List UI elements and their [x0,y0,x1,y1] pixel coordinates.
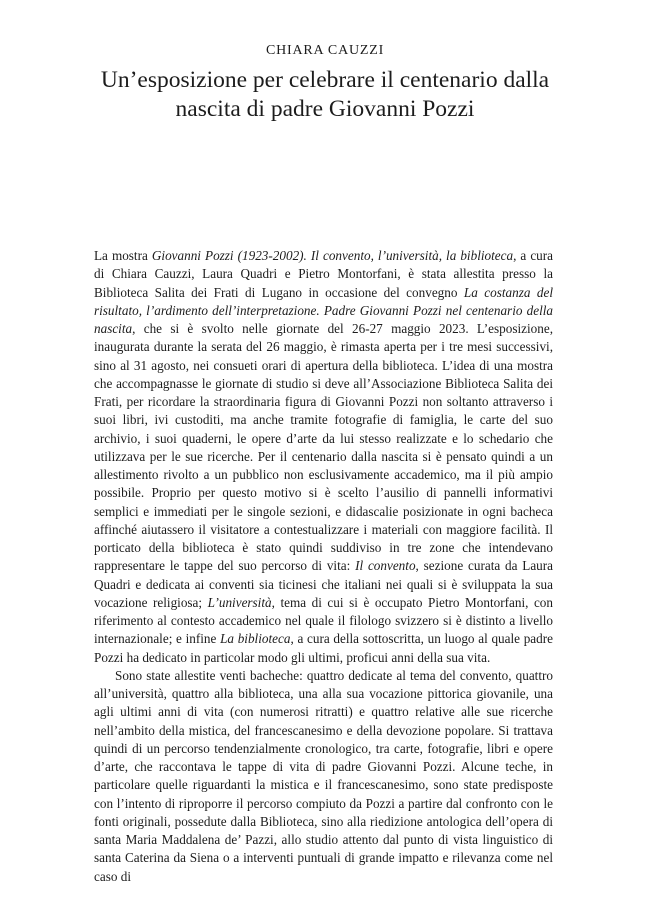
paragraph-1 [94,247,553,667]
text-run: , tema di cui si è occupato Pietro Montorfani, con riferimento al contesto accademico nel quale il filologo svizzero si è distinto a livello internazionale; e infine [94,594,553,647]
text-run: La mostra [94,248,152,263]
italic-text-run: La costanza del risultato, l’ardimento dell’interpretazione. Padre Giovanni Pozzi nel centenario della nascita [94,284,553,336]
article-body [94,247,553,886]
italic-text-run: Giovanni Pozzi (1923-2002). Il convento, l’università, la biblioteca [151,248,514,263]
italic-text-run: Il convento [355,558,416,574]
italic-text-run: L’università [207,594,272,610]
text-run: , che si è svolto nelle giornate del 26-27 maggio 2023. L’esposizione, inaugurata durante la serata del 26 maggio, è rimasta aperta per i tre mesi successivi, sino al 31 agosto, nei consueti orari di apertura della biblioteca. L’idea di una mostra che accompagnasse le giornate di studio si deve all’Associazione Biblioteca Salita dei Frati, per ricordare la straordinaria figura di Giovanni Pozzi non soltanto attraverso i suoi libri, ivi custoditi, ma anche tramite fotografie di famiglia, le carte del suo archivio, i suoi quaderni, le opere d’arte da lui stesso realizzate e lo schedario che utilizzava per le sue ricerche. Per il centenario dalla nascita si è pensato quindi a un allestimento rivolto a un pubblico non esclusivamente accademico, ma il più ampio possibile. Proprio per questo motivo si è scelto l’ausilio di pannelli informativi semplici e immediati per le singole sezioni, e didascalie posizionate in ogni bacheca affinché aiutassero il visitatore a contestualizzare i materiali con maggiore facilità. Il porticato della biblioteca è stato quindi suddiviso in tre zone che intendevano rappresentare le tappe del suo percorso di vita: [94,321,553,574]
paragraph-2 [94,667,553,886]
author-name: CHIARA CAUZZI [265,43,385,58]
text-run: , a cura di Chiara Cauzzi, Laura Quadri e Pietro Montorfani, è stata allestita presso la Biblioteca Salita dei Frati di Lugano in occasione del convegno [94,248,554,300]
text-run: , a cura della sottoscritta, un luogo al quale padre Pozzi ha dedicato in particolar modo gli ultimi, proficui anni della sua vita. [94,631,553,665]
text-run: , sezione curata da Laura Quadri e dedicata ai conventi sia ticinesi che italiani nei quali si è sviluppata la sua vocazione religiosa; [94,558,554,610]
text-run: Sono state allestite venti bacheche: quattro dedicate al tema del convento, quattro all’università, quattro alla biblioteca, una alla sua vocazione pittorica giovanile, una agli ultimi anni di vita (con numerosi ritratti) e quattro relative alle sue ricerche nell’ambito della mistica, del francescanesimo e della devozione popolare. Si trattava quindi di un percorso tendenzialmente cronologico, tra carte, fotografie, libri e opere d’arte, che raccontava le tappe di vita di padre Giovanni Pozzi. Alcune teche, in particolare quelle riguardanti la mistica e il francescanesimo, sono state predisposte con l’intento di riproporre il percorso compiuto da Pozzi a partire dal confronto con le fonti originali, possedute dalla Biblioteca, sino alla riedizione antologica dell’opera di santa Maria Maddalena de’ Pazzi, allo studio attento dal punto di vista linguistico di santa Caterina da Siena o a interventi puntuali di grande impatto e rilevanza come nel caso di [94,667,553,884]
italic-text-run: La biblioteca [220,631,291,647]
article-title: Un’esposizione per celebrare il centenario dalla nascita di padre Giovanni Pozzi [100,67,550,122]
